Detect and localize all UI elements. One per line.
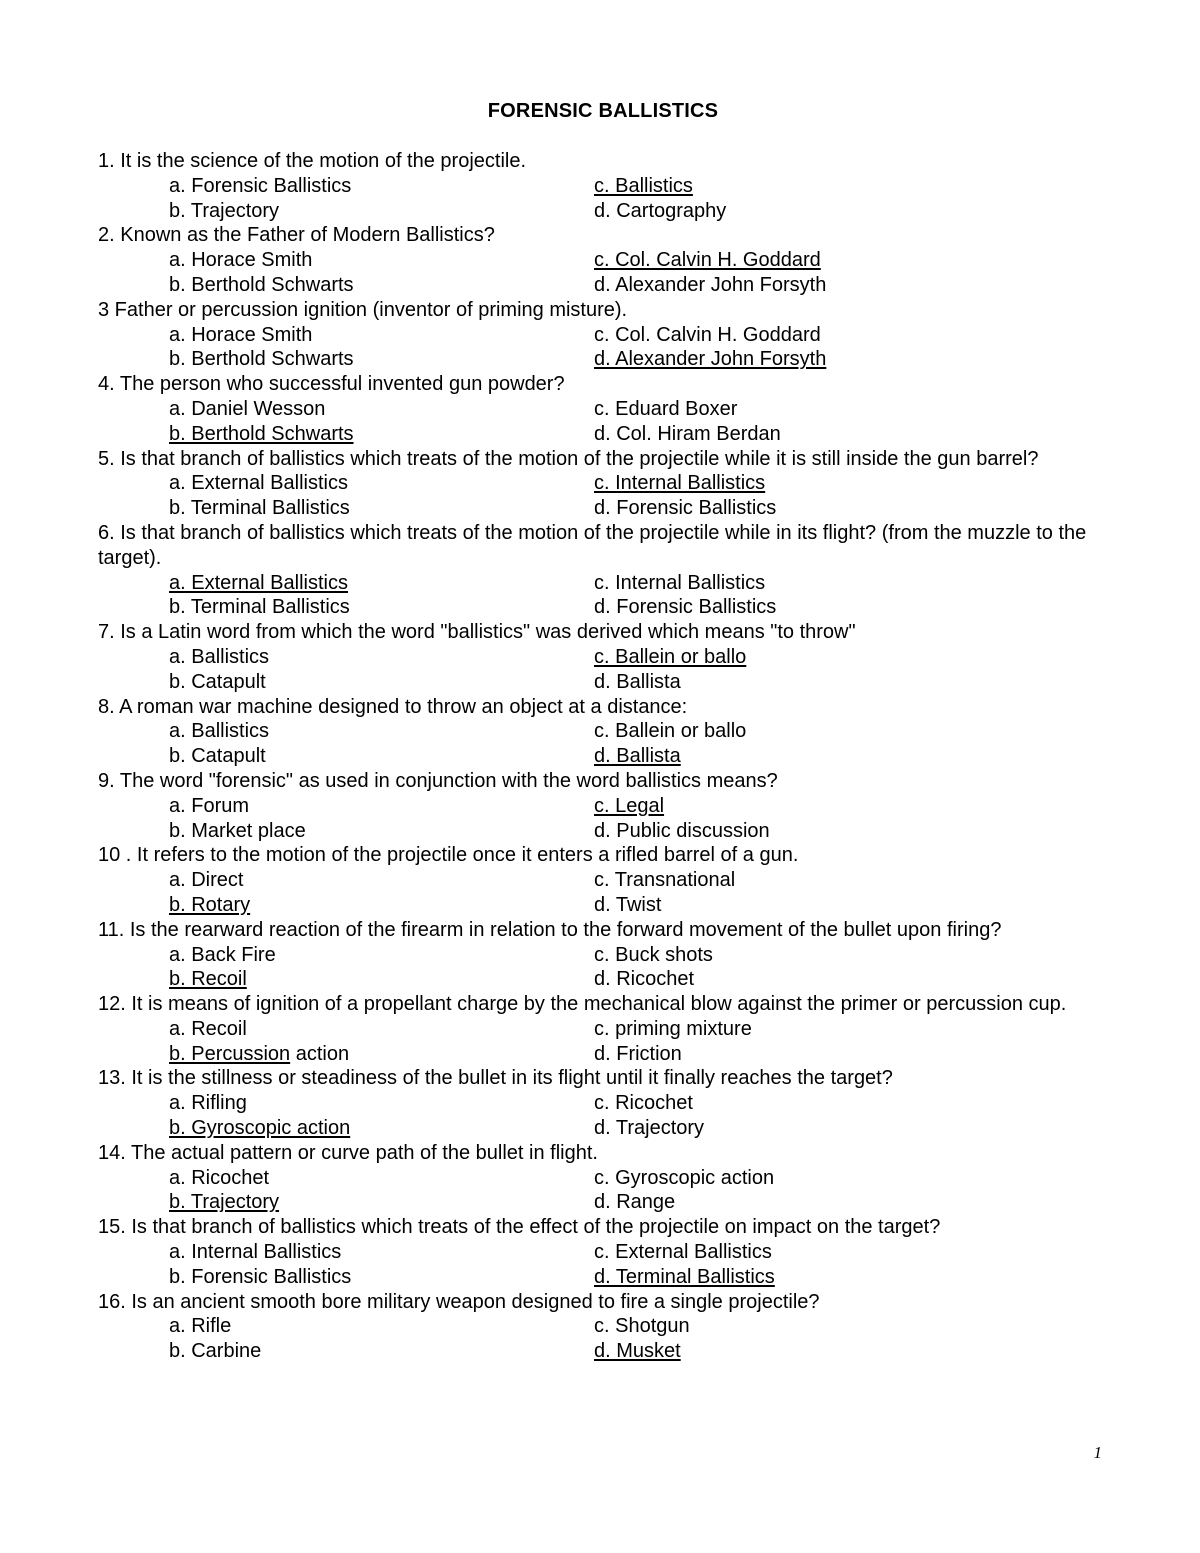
answer-choice — [594, 471, 1108, 496]
question-text: 9. The word "forensic" as used in conjunction with the word ballistics means? — [98, 769, 778, 792]
question-text: 6. Is that branch of ballistics which treats of the motion of the projectile while in its flight? (from the muzzle to the target). — [98, 521, 1087, 569]
choice-row — [98, 868, 1108, 893]
choice-text: b. Terminal Ballistics — [169, 497, 350, 520]
question-text: 2. Known as the Father of Modern Ballistics? — [98, 224, 495, 247]
choice-row — [98, 1190, 1108, 1215]
page-number: 1 — [1093, 1443, 1102, 1462]
choice-text: a. Rifling — [169, 1092, 247, 1115]
question-item — [98, 769, 1108, 843]
answer-choice — [594, 1339, 1108, 1364]
choice-text: d. Twist — [594, 893, 662, 916]
answer-choice — [98, 323, 594, 348]
correct-answer-text: b. Recoil — [169, 968, 247, 991]
choice-text: b. Catapult — [169, 670, 266, 693]
choice-text: a. Ballistics — [169, 645, 270, 668]
answer-choice — [594, 1042, 1108, 1067]
answer-choice — [98, 595, 594, 620]
answer-choice — [594, 397, 1108, 422]
choice-text: c. Shotgun — [594, 1315, 690, 1338]
choice-row — [98, 1116, 1108, 1141]
choice-suffix: action — [290, 1042, 350, 1065]
choice-row — [98, 744, 1108, 769]
answer-choice — [594, 199, 1108, 224]
question-text: 10 . It refers to the motion of the projectile once it enters a rifled barrel of a gun. — [98, 844, 799, 867]
question-text: 3 Father or percussion ignition (inventor of priming misture). — [98, 298, 628, 321]
choice-text: b. Terminal Ballistics — [169, 596, 350, 619]
answer-choice — [98, 719, 594, 744]
answer-choice — [594, 1166, 1108, 1191]
choice-row — [98, 1240, 1108, 1265]
choice-text: a. External Ballistics — [169, 472, 348, 495]
answer-choice — [98, 670, 594, 695]
choice-text: c. Ricochet — [594, 1092, 693, 1115]
correct-answer-text: a. External Ballistics — [169, 571, 348, 594]
choice-text: d. Ballista — [594, 670, 681, 693]
answer-choice — [594, 1265, 1108, 1290]
question-item — [98, 843, 1108, 917]
choice-row — [98, 199, 1108, 224]
answer-choice — [594, 347, 1108, 372]
correct-answer-text: b. Gyroscopic action — [169, 1117, 351, 1140]
answer-choice — [594, 645, 1108, 670]
answer-choice — [98, 967, 594, 992]
choice-row — [98, 422, 1108, 447]
answer-choice — [594, 1116, 1108, 1141]
choice-text: a. Horace Smith — [169, 323, 313, 346]
question-item — [98, 149, 1108, 223]
correct-answer-text: c. Ballistics — [594, 174, 693, 197]
answer-choice — [98, 496, 594, 521]
answer-choice — [98, 347, 594, 372]
choice-row — [98, 645, 1108, 670]
answer-choice — [594, 273, 1108, 298]
choice-row — [98, 571, 1108, 596]
answer-choice — [98, 645, 594, 670]
choice-text: b. Berthold Schwarts — [169, 348, 354, 371]
answer-choice — [594, 248, 1108, 273]
choice-text: c. priming mixture — [594, 1017, 752, 1040]
answer-choice — [98, 1042, 594, 1067]
question-text: 8. A roman war machine designed to throw an object at a distance: — [98, 695, 688, 718]
answer-choice — [98, 422, 594, 447]
question-text: 4. The person who successful invented gun powder? — [98, 373, 565, 396]
answer-choice — [98, 397, 594, 422]
answer-choice — [594, 868, 1108, 893]
choice-text: c. Gyroscopic action — [594, 1166, 775, 1189]
correct-answer-text: b. Trajectory — [169, 1191, 280, 1214]
choice-text: b. Trajectory — [169, 199, 280, 222]
choice-text: d. Forensic Ballistics — [594, 596, 777, 619]
question-item — [98, 1141, 1108, 1215]
answer-choice — [594, 595, 1108, 620]
question-item — [98, 521, 1108, 620]
choice-row — [98, 1017, 1108, 1042]
choice-text: a. Ballistics — [169, 720, 270, 743]
choice-row — [98, 1091, 1108, 1116]
answer-choice — [594, 719, 1108, 744]
answer-choice — [98, 1190, 594, 1215]
correct-answer-text: b. Percussion — [169, 1042, 291, 1065]
choice-text: d. Ricochet — [594, 968, 695, 991]
choice-row — [98, 1339, 1108, 1364]
answer-choice — [98, 1166, 594, 1191]
answer-choice — [98, 199, 594, 224]
choice-text: a. Rifle — [169, 1315, 232, 1338]
document-title: FORENSIC BALLISTICS — [487, 100, 719, 122]
choice-text: c. Ballein or ballo — [594, 720, 747, 743]
question-item — [98, 1290, 1108, 1364]
answer-choice — [594, 496, 1108, 521]
answer-choice — [98, 893, 594, 918]
question-item — [98, 992, 1108, 1066]
answer-choice — [98, 1314, 594, 1339]
correct-answer-text: c. Legal — [594, 794, 665, 817]
choice-text: a. Horace Smith — [169, 249, 313, 272]
document-page — [98, 96, 1108, 1364]
choice-text: d. Range — [594, 1191, 676, 1214]
choice-row — [98, 1042, 1108, 1067]
choice-text: a. Forensic Ballistics — [169, 174, 352, 197]
answer-choice — [594, 819, 1108, 844]
choice-row — [98, 248, 1108, 273]
choice-text: c. External Ballistics — [594, 1241, 772, 1264]
answer-choice — [594, 1190, 1108, 1215]
choice-text: c. Eduard Boxer — [594, 397, 738, 420]
answer-choice — [594, 571, 1108, 596]
correct-answer-text: c. Ballein or ballo — [594, 645, 747, 668]
choice-row — [98, 670, 1108, 695]
answer-choice — [594, 893, 1108, 918]
question-text: 15. Is that branch of ballistics which treats of the effect of the projectile on impact on the target? — [98, 1216, 941, 1239]
answer-choice — [594, 1240, 1108, 1265]
answer-choice — [98, 1339, 594, 1364]
choice-row — [98, 323, 1108, 348]
choice-row — [98, 471, 1108, 496]
question-item — [98, 223, 1108, 297]
answer-choice — [594, 1017, 1108, 1042]
choice-row — [98, 273, 1108, 298]
question-text: 11. Is the rearward reaction of the firearm in relation to the forward movement of the bullet upon firing? — [98, 918, 1002, 941]
answer-choice — [594, 744, 1108, 769]
choice-text: c. Buck shots — [594, 943, 713, 966]
choice-text: d. Trajectory — [594, 1117, 705, 1140]
correct-answer-text: c. Col. Calvin H. Goddard — [594, 249, 821, 272]
correct-answer-text: d. Ballista — [594, 745, 681, 768]
choice-text: d. Alexander John Forsyth — [594, 273, 827, 296]
choice-text: a. Back Fire — [169, 943, 276, 966]
choice-row — [98, 174, 1108, 199]
answer-choice — [98, 571, 594, 596]
answer-choice — [594, 422, 1108, 447]
correct-answer-text: d. Terminal Ballistics — [594, 1265, 775, 1288]
question-item — [98, 620, 1108, 694]
question-item — [98, 695, 1108, 769]
answer-choice — [98, 744, 594, 769]
question-text: 12. It is means of ignition of a propellant charge by the mechanical blow against the primer or percussion cup. — [98, 993, 1067, 1016]
choice-row — [98, 967, 1108, 992]
correct-answer-text: d. Alexander John Forsyth — [594, 348, 827, 371]
question-item — [98, 1066, 1108, 1140]
answer-choice — [594, 323, 1108, 348]
answer-choice — [98, 174, 594, 199]
answer-choice — [98, 819, 594, 844]
choice-row — [98, 819, 1108, 844]
answer-choice — [594, 794, 1108, 819]
choice-row — [98, 1265, 1108, 1290]
choice-text: a. Recoil — [169, 1017, 247, 1040]
choice-row — [98, 347, 1108, 372]
choice-row — [98, 397, 1108, 422]
answer-choice — [594, 943, 1108, 968]
choice-row — [98, 496, 1108, 521]
question-item — [98, 1215, 1108, 1289]
choice-text: a. Daniel Wesson — [169, 397, 326, 420]
answer-choice — [594, 670, 1108, 695]
answer-choice — [98, 1116, 594, 1141]
correct-answer-text: c. Internal Ballistics — [594, 472, 766, 495]
answer-choice — [98, 248, 594, 273]
choice-text: b. Carbine — [169, 1340, 262, 1363]
choice-row — [98, 719, 1108, 744]
answer-choice — [594, 967, 1108, 992]
choice-text: d. Cartography — [594, 199, 727, 222]
choice-text: b. Forensic Ballistics — [169, 1265, 352, 1288]
choice-row — [98, 1166, 1108, 1191]
choice-text: a. Forum — [169, 794, 250, 817]
answer-choice — [594, 1091, 1108, 1116]
answer-choice — [98, 273, 594, 298]
correct-answer-text: b. Berthold Schwarts — [169, 422, 354, 445]
answer-choice — [98, 1265, 594, 1290]
choice-text: d. Col. Hiram Berdan — [594, 422, 781, 445]
answer-choice — [98, 1017, 594, 1042]
question-item — [98, 372, 1108, 446]
choice-text: d. Forensic Ballistics — [594, 497, 777, 520]
question-text: 5. Is that branch of ballistics which treats of the motion of the projectile while it is still inside the gun barrel? — [98, 447, 1039, 470]
question-list — [98, 149, 1108, 1364]
choice-text: a. Direct — [169, 869, 244, 892]
answer-choice — [98, 943, 594, 968]
answer-choice — [594, 174, 1108, 199]
correct-answer-text: b. Rotary — [169, 893, 251, 916]
choice-text: a. Ricochet — [169, 1166, 270, 1189]
choice-row — [98, 595, 1108, 620]
choice-row — [98, 794, 1108, 819]
answer-choice — [98, 471, 594, 496]
question-item — [98, 918, 1108, 992]
choice-row — [98, 893, 1108, 918]
answer-choice — [98, 1091, 594, 1116]
question-text: 1. It is the science of the motion of the projectile. — [98, 150, 527, 172]
question-text: 13. It is the stillness or steadiness of the bullet in its flight until it finally reaches the target? — [98, 1067, 893, 1090]
answer-choice — [98, 868, 594, 893]
answer-choice — [98, 1240, 594, 1265]
answer-choice — [594, 1314, 1108, 1339]
choice-row — [98, 1314, 1108, 1339]
choice-text: b. Catapult — [169, 745, 266, 768]
question-text: 16. Is an ancient smooth bore military weapon designed to fire a single projectile? — [98, 1290, 820, 1313]
choice-text: c. Internal Ballistics — [594, 571, 766, 594]
choice-text: a. Internal Ballistics — [169, 1241, 342, 1264]
choice-text: c. Transnational — [594, 869, 736, 892]
question-item — [98, 447, 1108, 521]
correct-answer-text: d. Musket — [594, 1340, 681, 1363]
choice-text: b. Berthold Schwarts — [169, 273, 354, 296]
choice-row — [98, 943, 1108, 968]
question-text: 7. Is a Latin word from which the word "ballistics" was derived which means "to throw" — [98, 621, 856, 644]
question-item — [98, 298, 1108, 372]
choice-text: b. Market place — [169, 819, 306, 842]
question-text: 14. The actual pattern or curve path of the bullet in flight. — [98, 1141, 598, 1164]
choice-text: d. Friction — [594, 1042, 682, 1065]
choice-text: c. Col. Calvin H. Goddard — [594, 323, 821, 346]
answer-choice — [98, 794, 594, 819]
choice-text: d. Public discussion — [594, 819, 770, 842]
